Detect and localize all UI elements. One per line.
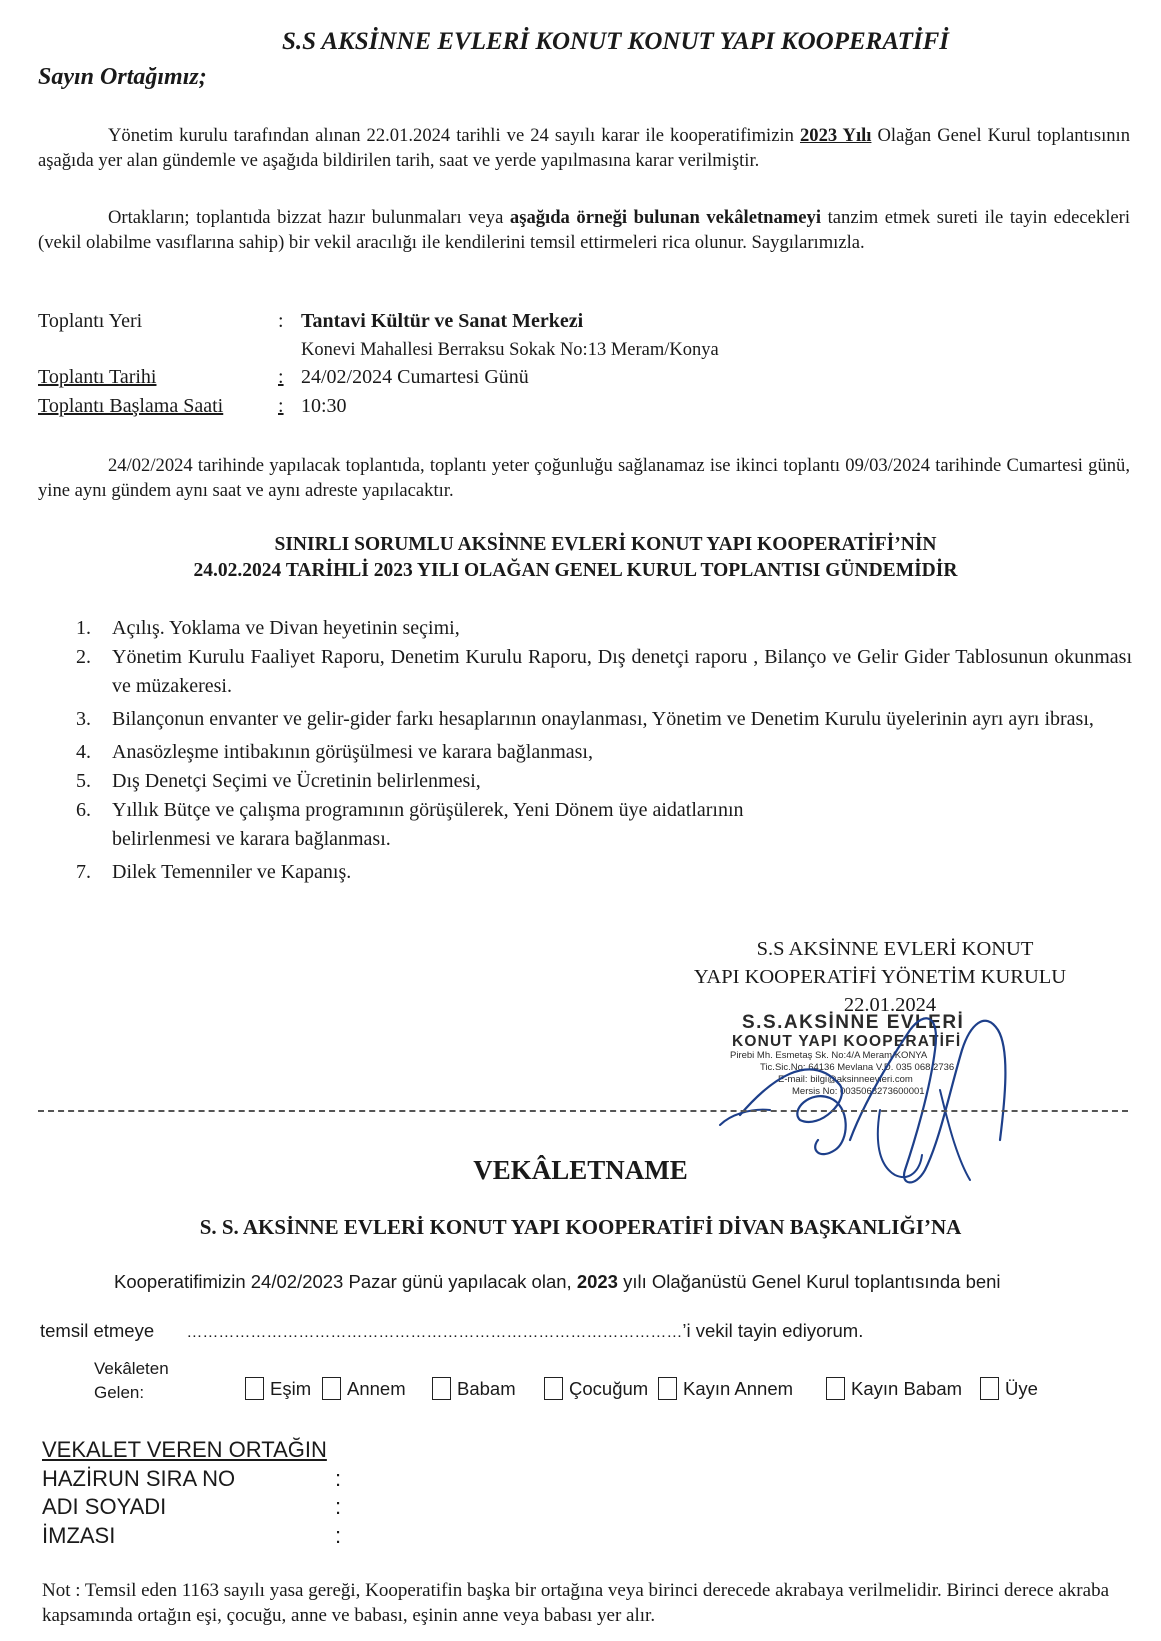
meeting-place-colon: : xyxy=(278,310,284,332)
option-label: Annem xyxy=(347,1377,406,1399)
meeting-date-colon: : xyxy=(278,366,284,388)
option-label: Eşim xyxy=(270,1377,312,1399)
option-uye[interactable] xyxy=(980,1377,1038,1400)
stamp-line-3: Pirebi Mh. Esmetaş Sk. No:4/A Meram/KONYA xyxy=(730,1050,928,1061)
checkbox-kayin-babam[interactable] xyxy=(826,1377,845,1400)
option-label: Üye xyxy=(1005,1377,1038,1399)
section-divider xyxy=(38,1110,1128,1112)
intro-paragraph-2 xyxy=(38,205,1130,255)
second-meeting-text: 24/02/2024 tarihinde yapılacak toplantıda, toplantı yeter çoğunluğu sağlanamaz ise ikinci toplantı 09/03/2024 tarihinde Cumartesi günü, yine aynı gündem aynı saat ve aynı adreste yapılacaktır. xyxy=(38,455,1130,501)
option-label: Kayın Babam xyxy=(851,1377,963,1399)
intro-p2-bold: aşağıda örneği bulunan vekâletnameyi xyxy=(509,207,822,228)
meeting-time-value: 10:30 xyxy=(301,395,347,417)
meeting-time-colon: : xyxy=(278,395,284,417)
agenda-item-text: Açılış. Yoklama ve Divan heyetinin seçimi, xyxy=(112,617,460,639)
field-row-hazirun xyxy=(42,1465,342,1494)
option-annem[interactable] xyxy=(322,1377,406,1400)
agenda-item-text: Yıllık Bütçe ve çalışma programının görüşülerek, Yeni Dönem üye aidatlarının xyxy=(112,799,744,821)
agenda-item-number: 4. xyxy=(76,741,91,763)
intro-p1-text-b: Olağan Genel Kurul toplantısının aşağıda yer alan gündemle ve aşağıda bildirilen tarih, saat ve yerde yapılmasına karar verilmiştir. xyxy=(38,125,1131,171)
agenda-item-number: 1. xyxy=(76,617,91,639)
option-kayin-annem[interactable] xyxy=(658,1377,793,1400)
proxy-relation-label-line-1: Vekâleten xyxy=(94,1359,169,1378)
option-label: Kayın Annem xyxy=(683,1377,794,1399)
option-cocugum[interactable] xyxy=(544,1377,648,1400)
agenda-item-number: 6. xyxy=(76,799,91,821)
second-meeting-paragraph xyxy=(38,453,1130,503)
field-colon: : xyxy=(335,1522,342,1548)
proxy-giver-heading: VEKALET VEREN ORTAĞIN xyxy=(42,1437,327,1462)
agenda-item-text: Yönetim Kurulu Faaliyet Raporu, Denetim Kurulu Raporu, Dış denetçi raporu , Bilanço ve Gelir Gider Tablosunun okunması ve müzakeresi. xyxy=(112,646,1132,697)
meeting-place-value: Tantavi Kültür ve Sanat Merkezi xyxy=(301,310,584,332)
field-label: HAZİRUN SIRA NO xyxy=(42,1465,236,1491)
option-esim[interactable] xyxy=(245,1377,311,1400)
proxy-relation-label-line-2: Gelen: xyxy=(94,1383,145,1402)
proxy-addressee: S. S. AKSİNNE EVLERİ KONUT YAPI KOOPERATİFİ DİVAN BAŞKANLIĞI’NA xyxy=(199,1215,962,1239)
checkbox-annem[interactable] xyxy=(322,1377,341,1400)
agenda-item xyxy=(38,705,1132,734)
checkbox-kayin-annem[interactable] xyxy=(658,1377,677,1400)
intro-p1-year: 2023 Yılı xyxy=(799,125,872,146)
document-title: S.S AKSİNNE EVLERİ KONUT KONUT YAPI KOOPERATİFİ xyxy=(281,28,950,55)
agenda-item xyxy=(38,825,1132,854)
signature-line-1: S.S AKSİNNE EVLERİ KONUT xyxy=(756,938,1034,960)
agenda-item-text: Dış Denetçi Seçimi ve Ücretinin belirlenmesi, xyxy=(112,770,481,792)
meeting-time-label: Toplantı Başlama Saati xyxy=(38,395,224,417)
checkbox-uye[interactable] xyxy=(980,1377,999,1400)
agenda-item-number: 3. xyxy=(76,708,91,730)
agenda-item-text: belirlenmesi ve karara bağlanması. xyxy=(112,828,391,850)
meeting-date-value: 24/02/2024 Cumartesi Günü xyxy=(301,366,529,388)
agenda-item-text: Dilek Temenniler ve Kapanış. xyxy=(112,861,352,883)
legal-note: Not : Temsil eden 1163 sayılı yasa gereği, Kooperatifin başka bir ortağına veya birinci derecede akrabaya verilmelidir. Birinci derece akraba kapsamında ortağın eşi, çocuğu, anne ve babası, eşinin anne veya babası yer alır. xyxy=(42,1580,1109,1626)
field-colon: : xyxy=(335,1465,342,1491)
stamp-line-4: Tic.Sic.No: 64136 Mevlana V.D. 035 068 2736 xyxy=(760,1062,955,1073)
option-label: Çocuğum xyxy=(569,1377,649,1399)
option-kayin-babam[interactable] xyxy=(826,1377,962,1400)
signature-line-2: YAPI KOOPERATİFİ YÖNETİM KURULU xyxy=(693,966,1067,988)
agenda-item xyxy=(38,614,1132,643)
proxy-body-year: 2023 xyxy=(576,1271,618,1292)
agenda-item xyxy=(38,767,1132,796)
stamp-line-5: E-mail: bilgi@aksinneevleri.com xyxy=(778,1074,913,1085)
intro-p2-text-b: tanzim etmek sureti ile tayin edecekleri (vekil olabilme vasıflarına sahip) bir vekil aracılığı ile kendilerini temsil ettirmeleri rica olunur. Saygılarımızla. xyxy=(38,207,1130,253)
agenda-heading-line-1: SINIRLI SORUMLU AKSİNNE EVLERİ KONUT YAPI KOOPERATİFİ’NİN xyxy=(274,534,937,555)
meeting-place-address: Konevi Mahallesi Berraksu Sokak No:13 Meram/Konya xyxy=(301,340,719,360)
intro-p2-text-a: Ortakların; toplantıda bizzat hazır bulunmaları veya xyxy=(108,207,510,228)
signature-date: 22.01.2024 xyxy=(843,994,937,1016)
field-colon: : xyxy=(335,1494,342,1519)
salutation: Sayın Ortağımız; xyxy=(38,64,207,90)
field-row-ad-soyad xyxy=(42,1493,342,1522)
proxy-body-text-b: yılı Olağanüstü Genel Kurul toplantısında beni xyxy=(617,1271,1001,1292)
proxy-title: VEKÂLETNAME xyxy=(473,1155,688,1185)
checkbox-esim[interactable] xyxy=(245,1377,264,1400)
agenda-item-text: Bilançonun envanter ve gelir-gider farkı hesaplarının onaylanması, Yönetim ve Denetim Kurulu üyelerinin ayrı ayrı ibrası, xyxy=(112,708,1094,730)
proxy-name-field[interactable]: ………………………………………………………………………………… xyxy=(186,1324,683,1341)
agenda-item-number: 2. xyxy=(76,646,91,668)
proxy-appoint-line xyxy=(40,1320,863,1342)
proxy-appoint-label: temsil etmeye xyxy=(40,1320,155,1341)
proxy-relation-label xyxy=(94,1357,169,1405)
checkbox-babam[interactable] xyxy=(432,1377,451,1400)
intro-p1-text-a: Yönetim kurulu tarafından alınan 22.01.2024 tarihli ve 24 sayılı karar ile kooperatifimizin xyxy=(108,125,800,146)
meeting-date-label: Toplantı Tarihi xyxy=(38,366,157,388)
proxy-appoint-suffix: ’i vekil tayin ediyorum. xyxy=(682,1320,864,1341)
option-babam[interactable] xyxy=(432,1377,516,1400)
proxy-body-text-a: Kooperatifimizin 24/02/2023 Pazar günü yapılacak olan, xyxy=(114,1271,577,1292)
option-label: Babam xyxy=(457,1377,516,1399)
agenda-item-number: 5. xyxy=(76,770,91,792)
agenda-list xyxy=(38,614,1132,887)
stamp-line-6: Mersis No: 0035068273600001 xyxy=(792,1086,925,1097)
proxy-body xyxy=(38,1271,1130,1293)
intro-paragraph-1 xyxy=(38,123,1130,173)
field-label: İMZASI xyxy=(42,1522,116,1548)
meeting-place-label: Toplantı Yeri xyxy=(38,310,143,332)
stamp-line-2: KONUT YAPI KOOPERATİFİ xyxy=(732,1033,962,1050)
agenda-item xyxy=(38,796,1132,825)
agenda-item xyxy=(38,858,1132,887)
agenda-item xyxy=(38,738,1132,767)
stamp-line-1: S.S.AKSİNNE EVLERİ xyxy=(742,1012,965,1033)
proxy-giver-fields xyxy=(42,1436,342,1550)
agenda-item xyxy=(38,643,1132,701)
agenda-item-number: 7. xyxy=(76,861,91,883)
field-row-imza xyxy=(42,1522,342,1551)
checkbox-cocugum[interactable] xyxy=(544,1377,563,1400)
agenda-item-text: Anasözleşme intibakının görüşülmesi ve karara bağlanması, xyxy=(112,741,593,763)
agenda-heading-line-2: 24.02.2024 TARİHLİ 2023 YILI OLAĞAN GENEL KURUL TOPLANTISI GÜNDEMİDİR xyxy=(193,560,958,581)
field-label: ADI SOYADI xyxy=(42,1494,167,1519)
agenda-heading xyxy=(0,532,1161,584)
